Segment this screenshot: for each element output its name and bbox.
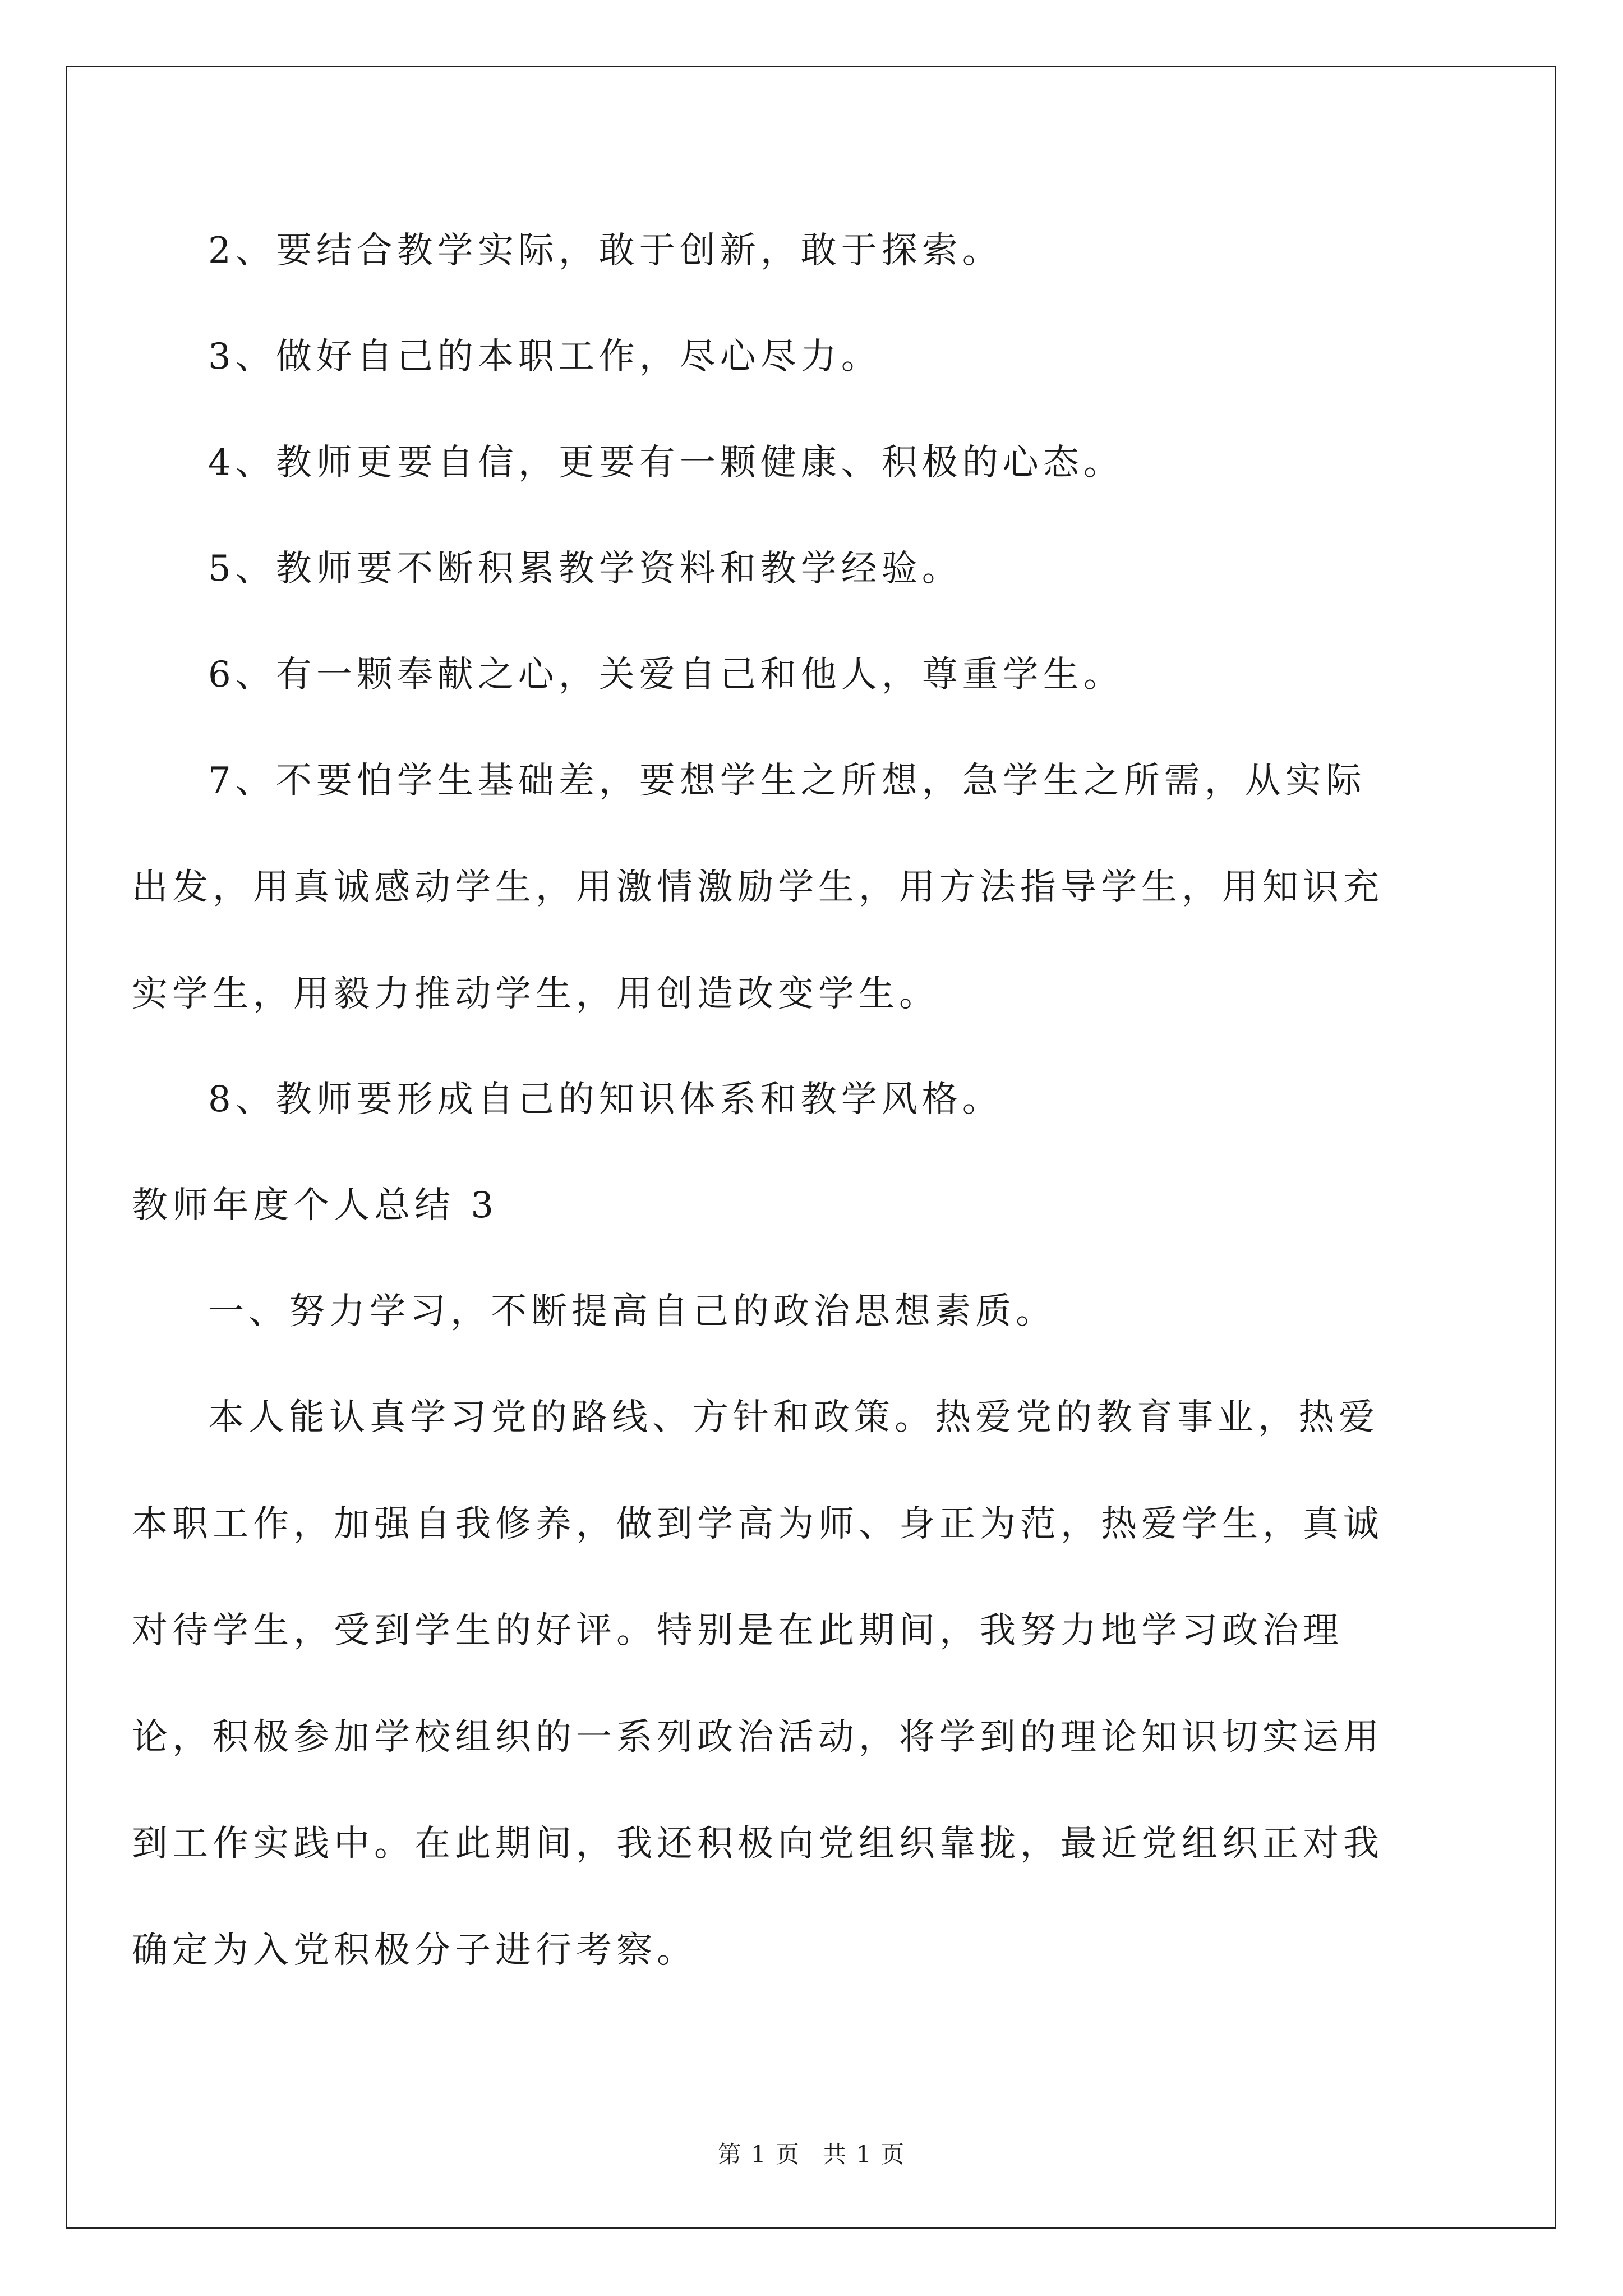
page-number: 第 1 页 xyxy=(717,2141,800,2168)
paragraph-item-2: 2、要结合教学实际，敢于创新，敢于探索。 xyxy=(208,230,1003,272)
page-footer xyxy=(0,2136,1623,2170)
paragraph-item-8: 8、教师要形成自己的知识体系和教学风格。 xyxy=(208,1079,1003,1120)
paragraph-item-6: 6、有一颗奉献之心，关爱自己和他人，尊重学生。 xyxy=(208,654,1124,696)
body-paragraph: 本人能认真学习党的路线、方针和政策。热爱党的教育事业，热爱本职工作，加强自我修养，做到学高为师、身正为范，热爱学生，真诚对待学生，受到学生的好评。特别是在此期间，我努力地学习政治理论，积极参加学校组织的一系列政治活动，将学到的理论知识切实运用到工作实践中。在此期间，我还积极向党组织靠拢，最近党组织正对我确定为入党积极分子进行考察。 xyxy=(132,1397,1384,1971)
section-heading: 教师年度个人总结 3 xyxy=(132,1185,499,1226)
subheading: 一、努力学习，不断提高自己的政治思想素质。 xyxy=(208,1291,1056,1332)
page-total: 共 1 页 xyxy=(823,2141,906,2168)
paragraph-item-4: 4、教师更要自信，更要有一颗健康、积极的心态。 xyxy=(208,442,1124,484)
paragraph-item-5: 5、教师要不断积累教学资料和教学经验。 xyxy=(208,548,962,590)
paragraph-item-7: 7、不要怕学生基础差，要想学生之所想，急学生之所需，从实际出发，用真诚感动学生，用激情激励学生，用方法指导学生，用知识充实学生，用毅力推动学生，用创造改变学生。 xyxy=(132,760,1384,1015)
paragraph-item-3: 3、做好自己的本职工作，尽心尽力。 xyxy=(208,336,882,378)
